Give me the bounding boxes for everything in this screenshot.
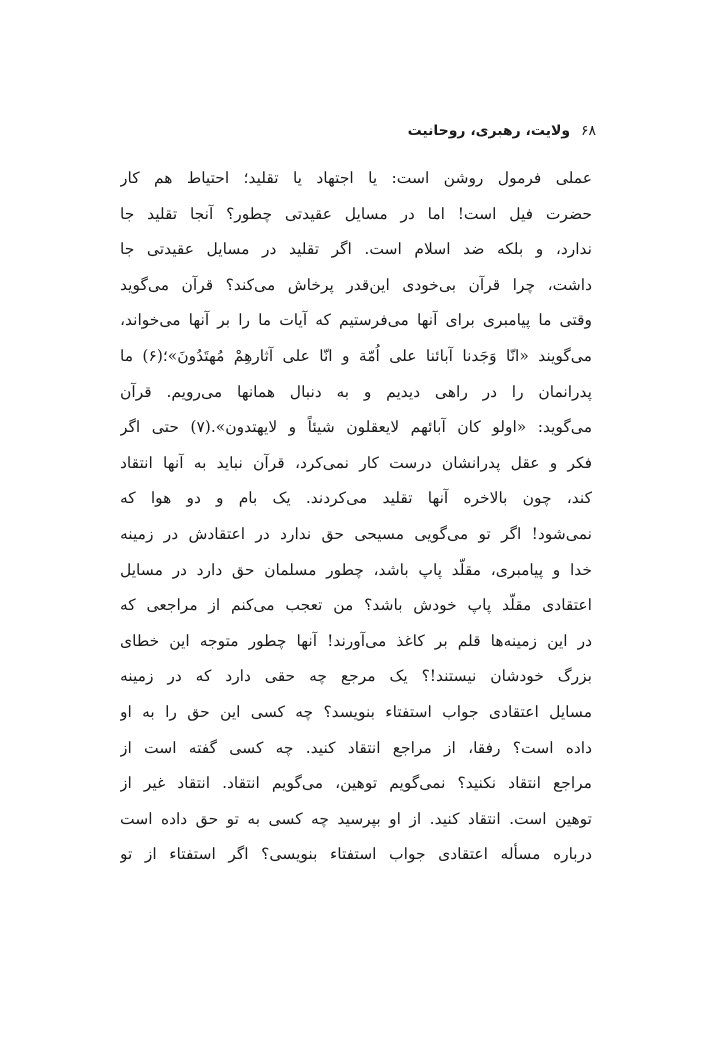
text-line: کند، چون بالاخره آنها تقلید می‌کردند. یک بام و دو هوا که [120,489,592,508]
text-line: در این زمینه‌ها قلم بر کاغذ می‌آورند! آنها چطور متوجه این خطای [120,631,592,650]
text-line: داده است؟ رفقا، از مراجع انتقاد کنید. چه کسی گفته است از [120,738,592,757]
text-line: داشت، چرا قرآن بی‌خودی این‌قدر پرخاش می‌کند؟ قرآن می‌گوید [120,275,592,294]
running-title: ولایت، رهبری، روحانیت [407,123,571,139]
text-line: پدرانمان را در راهی دیدیم و به دنبال همانها می‌رویم. قرآن [120,382,592,401]
text-line: نمی‌شود! اگر تو می‌گویی مسیحی حق ندارد در اعتقادش در زمینه [120,524,592,543]
text-line: مراجع انتقاد نکنید؟ نمی‌گویم توهین، می‌گویم انتقاد. انتقاد غیر از [120,774,592,793]
text-line: درباره مسأله اعتقادی جواب استفتاء بنویسی؟ اگر استفتاء از تو [120,845,592,864]
text-line: عملی فرمول روشن است: یا اجتهاد یا تقلید؛ احتیاط هم کار [120,169,592,187]
text-line: اعتقادی مقلّد پاپ خودش باشد؟ من تعجب می‌کنم از مراجعی که [120,596,592,615]
body-text [120,161,592,873]
text-line: می‌گویند «انّا وَجَدنا آبائنا علی اُمّة و انّا علی آثارهِمْ مُهتَدُونَ»؛(۶) ما [120,346,592,365]
text-line: مسایل اعتقادی جواب استفتاء بنویسد؟ چه کسی این حق را به او [120,702,592,721]
text-line: ندارد، و بلکه ضد اسلام است. اگر تقلید در مسایل عقیدتی جا [120,240,592,259]
text-line: توهین است. انتقاد کنید. از او بپرسید چه کسی به تو حق داده است [120,809,592,828]
text-line: فکر و عقل پدرانشان درست کار نمی‌کرد، قرآن نباید به آنها انتقاد [120,453,592,472]
text-line: می‌گوید: «اولو کان آبائهم لایعقلون شیئاً و لایهتدون».(۷) حتی اگر [120,418,592,437]
text-line: بزرگ خودشان نیستند!؟ یک مرجع چه حقی دارد که در زمینه [120,667,592,686]
running-head [408,121,596,141]
text-line: وقتی ما پیامبری برای آنها می‌فرستیم که آیات ما را بر آنها می‌خواند، [120,311,592,330]
page-number: ۶۸ [580,123,596,139]
text-line: حضرت فیل است! اما در مسایل عقیدتی چطور؟ آنجا تقلید جا [120,204,592,223]
text-line: خدا و پیامبری، مقلّد پاپ باشد، چطور مسلمان حق دارد در مسایل [120,560,592,579]
